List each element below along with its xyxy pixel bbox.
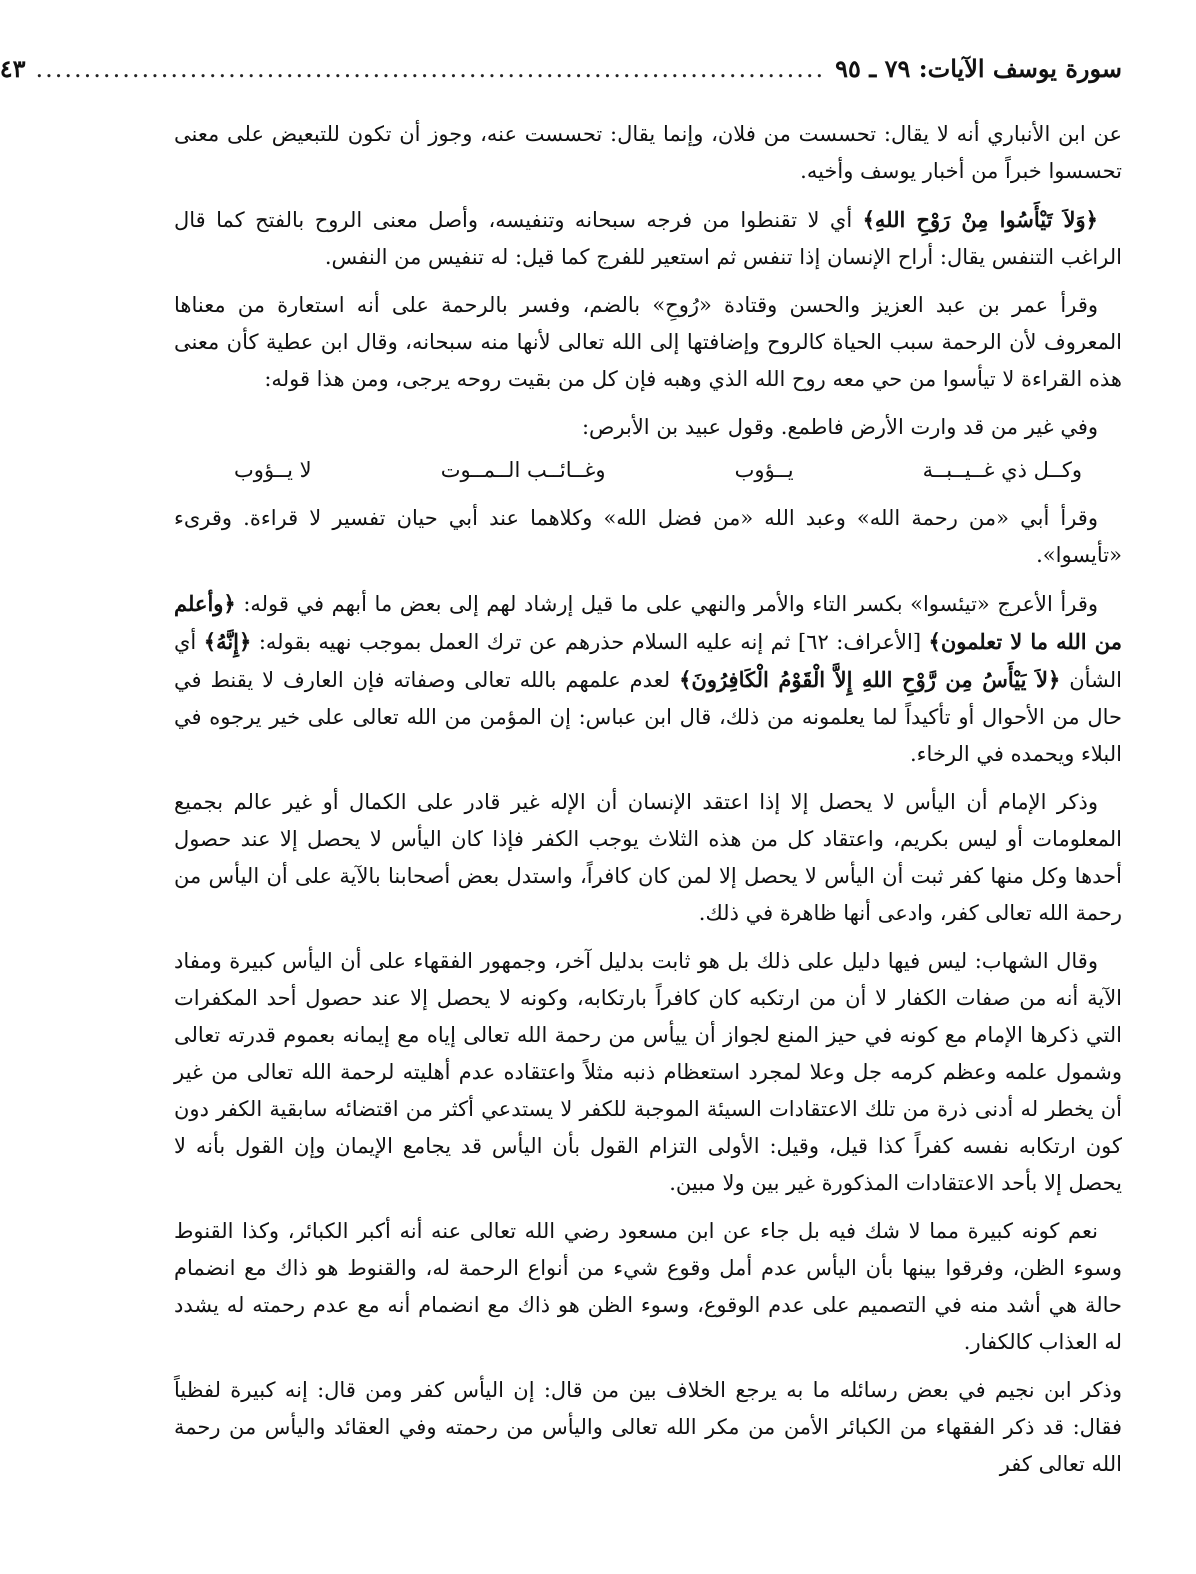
paragraph-text: وقرأ عمر بن عبد العزيز والحسن وقتادة «رُوحِ» بالضم، وفسر بالرحمة على أنه استعارة من معناها المعروف لأن الرحمة سبب الحياة كالروح وإضافتها إلى الله تعالى لأنها منه سبحانه، وقال ابن عطية كأن معنى هذه القراءة لا تيأسوا من حي معه روح الله الذي وهبه فإن كل من بقيت روحه يرجى، ومن هذا قوله: [174, 293, 1122, 391]
poetry-verse [174, 450, 1122, 490]
paragraph [174, 116, 1122, 190]
paragraph-text: وقرأ أبي «من رحمة الله» وعبد الله «من فضل الله» وكلاهما عند أبي حيان تفسير لا قراءة. وقرىء «تأيسوا». [174, 506, 1122, 567]
paragraph [174, 943, 1122, 1202]
surah-title: سورة يوسف الآيات: ٧٩ ـ ٩٥ [835, 54, 1122, 83]
verse-hemistich-2b: لا يــؤوب [234, 458, 312, 482]
paragraph [174, 500, 1122, 574]
paragraph-text: نعم كونه كبيرة مما لا شك فيه بل جاء عن ابن مسعود رضي الله تعالى عنه أنه أكبر الكبائر، وكذا القنوط وسوء الظن، وفرقوا بينها بأن اليأس عدم أمل وقوع شيء من أنواع الرحمة له، والقنوط هو ذاك مع انضمام حالة هي أشد منه في التصميم على عدم الوقوع، وسوء الظن هو ذاك مع انضمام أنه مع عدم رحمته له يشدد له العذاب كالكفار. [174, 1219, 1122, 1354]
book-page [0, 52, 1122, 1494]
quran-quote: ﴿وَلاَ تَيْأَسُوا مِنْ رَوْحِ اللهِ﴾ [862, 207, 1098, 232]
verse-hemistich-2a: وغــائــب الــمــوت [440, 458, 606, 482]
paragraph-text: وقال الشهاب: ليس فيها دليل على ذلك بل هو ثابت بدليل آخر، وجمهور الفقهاء على أن اليأس كبيرة ومفاد الآية أنه من صفات الكفار لا أن من ارتكبه كان كافراً بارتكابه، وكونه لا يحصل إلا عند حصول أحد المكفرات التي ذكرها الإمام مع كونه في حيز المنع لجواز أن ييأس من رحمة الله تعالى إياه مع إيمانه بعموم قدرته تعالى وشمول علمه وعظم كرمه جل وعلا لمجرد استعظام ذنبه مثلاً واعتقاده عدم أهليته لرحمة الله تعالى من غير أن يخطر له أدنى ذرة من تلك الاعتقادات السيئة الموجبة للكفر لا يستدعي أكثر من اقتضائه سابقية الكفر دون كون ارتكابه نفسه كفراً كذا قيل، وقيل: الأولى التزام القول بأن اليأس قد يجامع الإيمان وإن القول بأنه لا يحصل إلا بأحد الاعتقادات المذكورة غير بين ولا مبين. [174, 949, 1122, 1195]
quran-quote: ﴿وأعلم من الله ما لا تعلمون﴾ [174, 591, 1122, 654]
paragraph [174, 287, 1122, 398]
paragraph-text: عن ابن الأنباري أنه لا يقال: تحسست من فلان، وإنما يقال: تحسست عنه، وجوز أن تكون للتبعيض على معنى تحسسوا خبراً من أخبار يوسف وأخيه. [174, 122, 1122, 183]
paragraph-text: وذكر ابن نجيم في بعض رسائله ما به يرجع الخلاف بين من قال: إن اليأس كفر ومن قال: إنه كبيرة لفظياً فقال: قد ذكر الفقهاء من الكبائر الأمن من مكر الله تعالى واليأس من رحمته وفي العقائد واليأس من رحمة الله تعالى كفر [174, 1378, 1122, 1476]
paragraph [174, 784, 1122, 932]
paragraph [174, 1213, 1122, 1361]
paragraph-text: أي الشأن [174, 630, 1122, 692]
quran-quote: ﴿إِنَّهُ﴾ [203, 629, 252, 654]
paragraph-text: وفي غير من قد وارت الأرض فاطمع. وقول عبيد بن الأبرص: [581, 415, 1098, 439]
paragraph-text: وقرأ الأعرج «تيئسوا» بكسر التاء والأمر والنهي على ما قيل إرشاد لهم إلى بعض ما أبهم في قوله: [235, 592, 1098, 616]
header-dot-leader: .................................................................................. [35, 55, 826, 83]
verse-hemistich-1b: يــؤوب [734, 458, 794, 482]
page-number: ٤٣ [0, 54, 26, 83]
paragraph [174, 1372, 1122, 1483]
paragraph-text: [الأعراف: ٦٢] ثم إنه عليه السلام حذرهم عن ترك العمل بموجب نهيه بقوله: [251, 630, 929, 654]
body-text [174, 116, 1122, 1483]
paragraph [174, 201, 1122, 276]
verse-hemistich-1a: وكــل ذي غــيــبــة [922, 458, 1082, 482]
paragraph-text: لعدم علمهم بالله تعالى وصفاته فإن العارف لا يقنط في حال من الأحوال أو تأكيداً لما يعلمونه من ذلك، قال ابن عباس: إن المؤمن من الله تعالى على خير يرجوه في البلاء ويحمده في الرخاء. [174, 668, 1122, 766]
paragraph [174, 409, 1122, 446]
paragraph [174, 585, 1122, 773]
running-header [0, 52, 1122, 86]
paragraph-text: وذكر الإمام أن اليأس لا يحصل إلا إذا اعتقد الإنسان أن الإله غير قادر على الكمال أو غير عالم بجميع المعلومات أو ليس بكريم، واعتقاد كل من هذه الثلاث يوجب الكفر فإذا كان اليأس لا يحصل إلا عند حصول أحدها وكل منها كفر ثبت أن اليأس لا يحصل إلا لمن كان كافراً، واستدل بعض أصحابنا بالآية على أن اليأس من رحمة الله تعالى كفر، وادعى أنها ظاهرة في ذلك. [174, 790, 1122, 925]
paragraph-text: أي لا تقنطوا من فرجه سبحانه وتنفيسه، وأصل معنى الروح بالفتح كما قال الراغب التنفس يقال: أراح الإنسان إذا تنفس ثم استعير للفرج كما قيل: له تنفيس من النفس. [174, 208, 1122, 269]
quran-quote: ﴿لاَ يَيْأَسُ مِن رَّوْحِ اللهِ إِلاَّ الْقَوْمُ الْكَافِرُونَ﴾ [679, 667, 1061, 692]
